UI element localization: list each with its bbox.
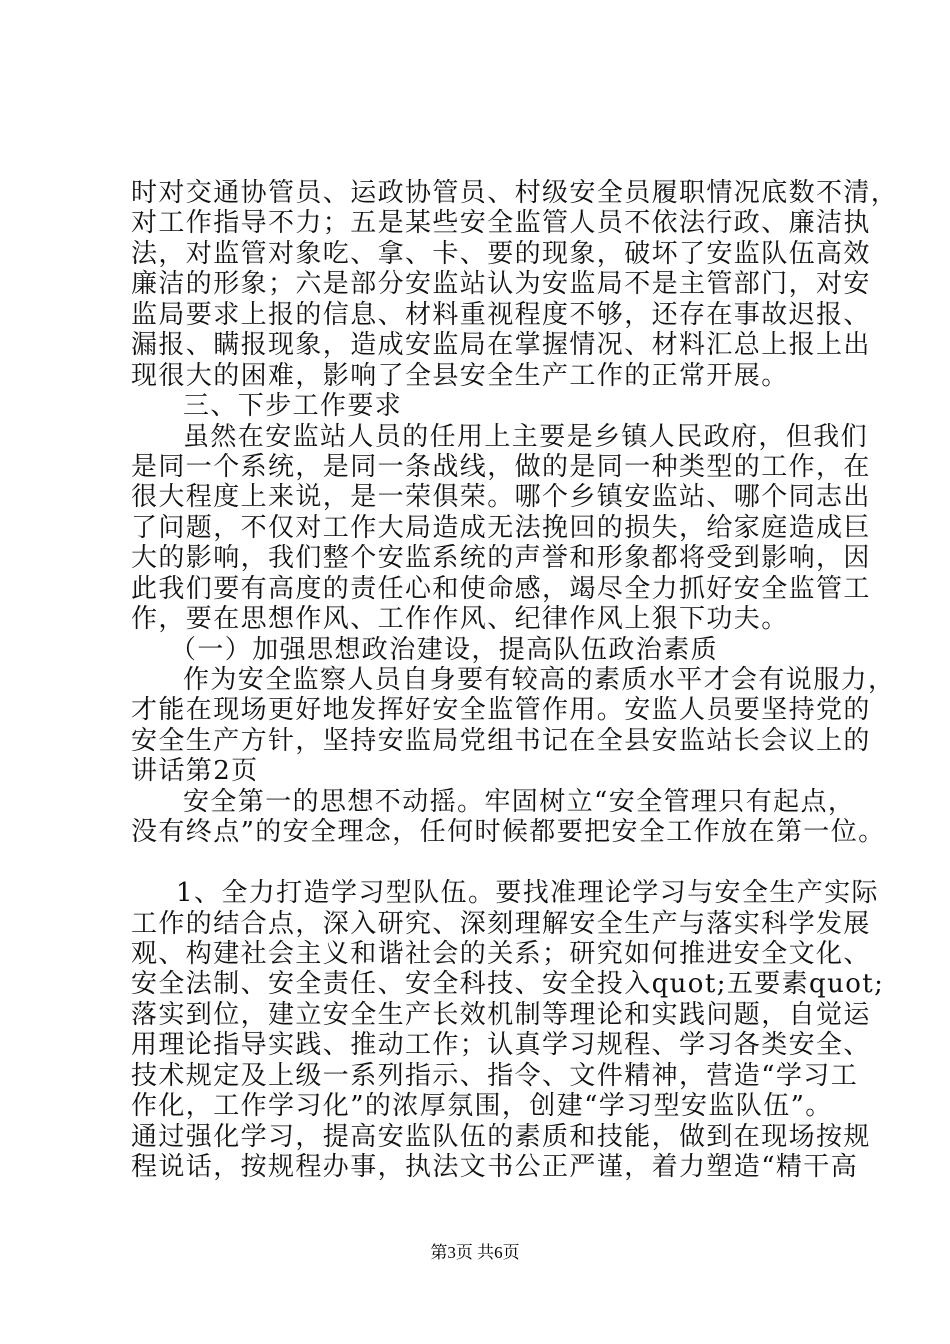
text-line: 很大程度上来说，是一荣俱荣。哪个乡镇安监站、哪个同志出 — [131, 482, 871, 512]
text-line: 廉洁的形象；六是部分安监站认为安监局不是主管部门，对安 — [131, 269, 871, 299]
text-line: 技术规定及上级一系列指示、指令、文件精神，营造“学习工 — [131, 1061, 859, 1091]
page-footer: 第3页 共6页 — [430, 1243, 520, 1262]
section-heading: 三、下步工作要求 — [183, 391, 403, 421]
text-line: 法，对监管对象吃、拿、卡、要的现象，破坏了安监队伍高效 — [131, 239, 871, 269]
text-line: 才能在现场更好地发挥好安全监管作用。安监人员要坚持党的 — [131, 695, 871, 725]
text-line: 安全生产方针，坚持安监局党组书记在全县安监站长会议上的 — [131, 726, 871, 756]
text-line: 此我们要有高度的责任心和使命感，竭尽全力抓好安全监管工 — [131, 574, 871, 604]
text-line: 时对交通协管员、运政协管员、村级安全员履职情况底数不清， — [131, 178, 899, 208]
text-line: 程说话，按规程办事，执法文书公正严谨，着力塑造“精干高 — [131, 1152, 859, 1182]
text-line: 作为安全监察人员自身要有较高的素质水平才会有说服力， — [183, 665, 896, 695]
text-line: 用理论指导实践、推动工作；认真学习规程、学习各类安全、 — [131, 1030, 871, 1060]
text-line: 大的影响，我们整个安监系统的声誉和形象都将受到影响，因 — [131, 543, 871, 573]
text-line: 落实到位，建立安全生产长效机制等理论和实践问题，自觉运 — [131, 1000, 871, 1030]
text-line: 通过强化学习，提高安监队伍的素质和技能，做到在现场按规 — [131, 1122, 871, 1152]
text-line: 监局要求上报的信息、材料重视程度不够，还存在事故迟报、 — [131, 300, 871, 330]
text-line: 对工作指导不力；五是某些安全监管人员不依法行政、廉洁执 — [131, 208, 871, 238]
text-line: 安全法制、安全责任、安全科技、安全投入quot;五要素quot; — [131, 969, 885, 999]
text-line: 现很大的困难，影响了全县安全生产工作的正常开展。 — [131, 361, 789, 391]
subsection-heading: （一）加强思想政治建设，提高队伍政治素质 — [170, 635, 719, 665]
text-line: 观、构建社会主义和谐社会的关系；研究如何推进安全文化、 — [131, 939, 871, 969]
text-line: 讲话第2页 — [131, 756, 259, 786]
text-line: 1、全力打造学习型队伍。要找准理论学习与安全生产实际 — [176, 878, 879, 908]
text-line: 虽然在安监站人员的任用上主要是乡镇人民政府，但我们 — [183, 422, 869, 452]
text-line: 没有终点”的安全理念，任何时候都要把安全工作放在第一位。 — [131, 817, 886, 847]
text-line: 漏报、瞒报现象，造成安监局在掌握情况、材料汇总上报上出 — [131, 330, 871, 360]
text-line: 了问题，不仅对工作大局造成无法挽回的损失，给家庭造成巨 — [131, 513, 871, 543]
text-line: 作，要在思想作风、工作作风、纪律作风上狠下功夫。 — [131, 604, 789, 634]
text-line: 安全第一的思想不动摇。牢固树立“安全管理只有起点， — [183, 787, 856, 817]
text-line: 是同一个系统，是同一条战线，做的是同一种类型的工作，在 — [131, 452, 871, 482]
text-line: 作化，工作学习化”的浓厚氛围，创建“学习型安监队伍”。 — [131, 1091, 833, 1121]
text-line: 工作的结合点，深入研究、深刻理解安全生产与落实科学发展 — [131, 909, 871, 939]
